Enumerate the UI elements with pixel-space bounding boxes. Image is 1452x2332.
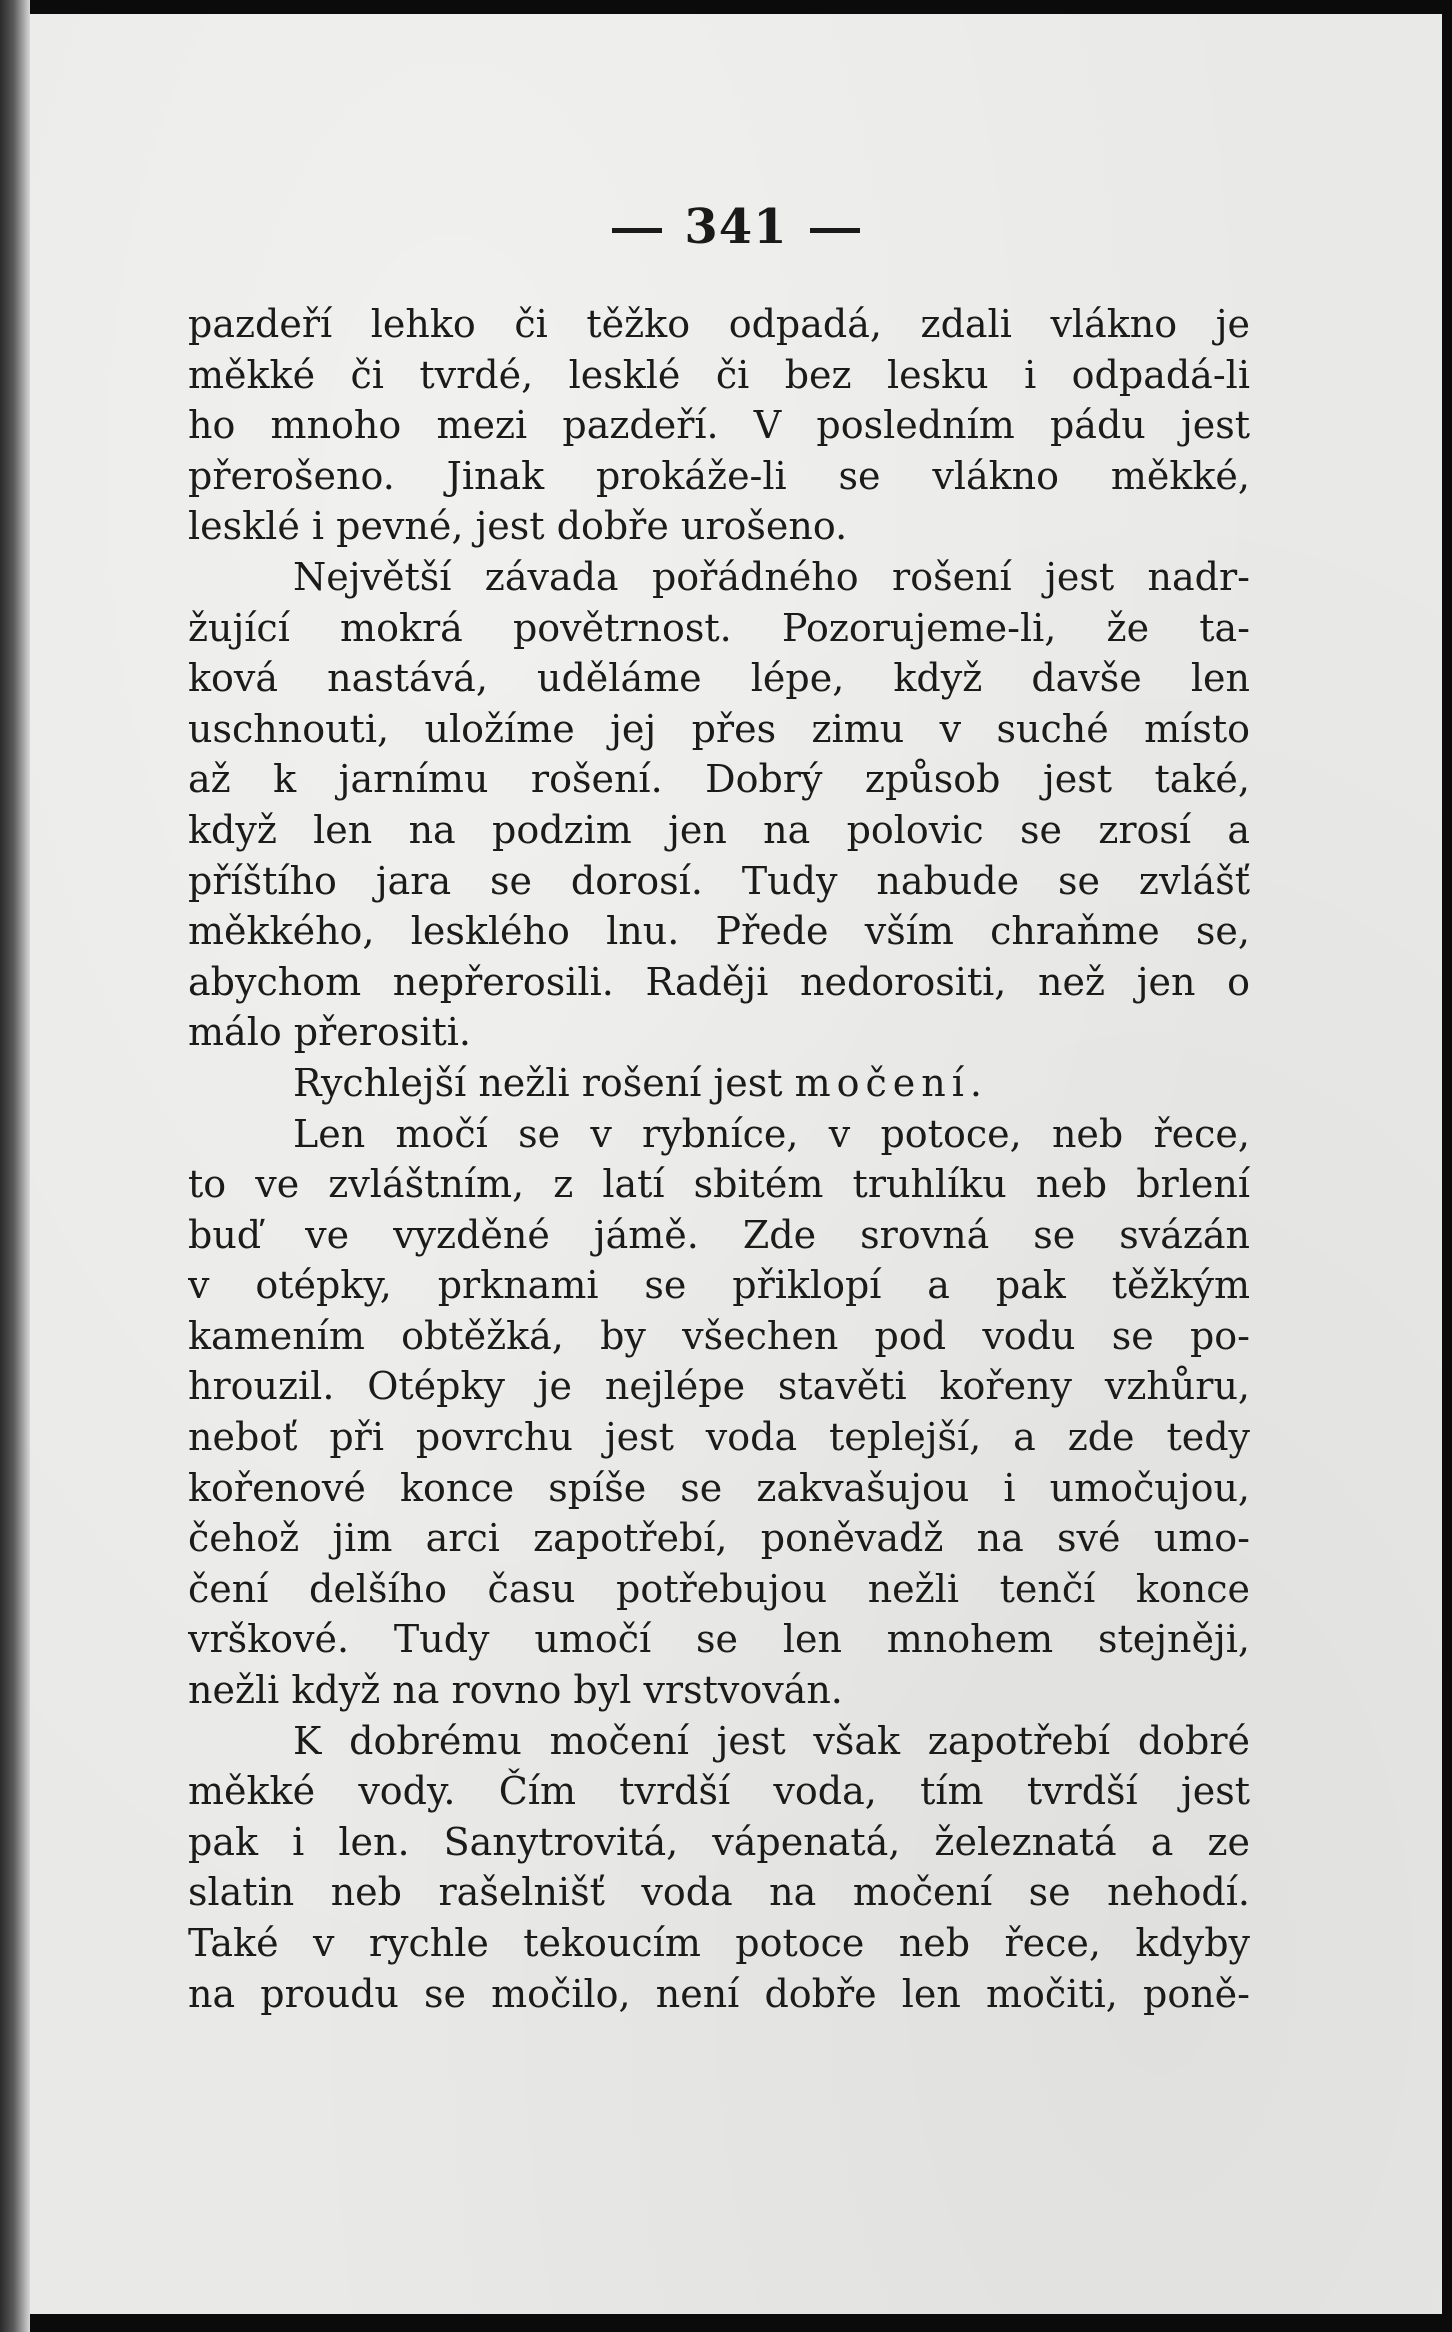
text-line-content: abychom nepřerosili. Raději nedorositi, než jen o [188,959,1250,1004]
header-dash-left [612,228,662,233]
body-text [188,299,1250,2019]
emphasized-term: močení. [794,1060,988,1105]
text-line-content: měkké či tvrdé, lesklé či bez lesku i odpadá-li [188,352,1250,397]
text-line [188,1817,1250,1868]
text-line-content: hrouzil. Otépky je nejlépe stavěti kořeny vzhůru, [188,1364,1250,1409]
text-line-content: kořenové konce spíše se zakvašujou i umočujou, [188,1465,1250,1510]
text-line [188,1513,1250,1564]
text-line-content: měkkého, lesklého lnu. Přede vším chraňme se, [188,909,1250,954]
text-line [188,957,1250,1008]
text-line-content: neboť při povrchu jest voda teplejší, a zde tedy [188,1415,1250,1460]
page-gutter-edge [0,0,30,2332]
text-line-content: přerošeno. Jinak prokáže-li se vlákno měkké, [188,453,1250,498]
text-line-content: na proudu se močilo, není dobře len močiti, poně- [188,1971,1250,2016]
text-line-content: to ve zvláštním, z latí sbitém truhlíku neb brlení [188,1162,1250,1207]
text-line [188,1260,1250,1311]
text-line-content: žující mokrá povětrnost. Pozorujeme-li, že ta- [188,605,1250,650]
text-line [188,1210,1250,1261]
text-line-content: kamením obtěžká, by všechen pod vodu se po- [188,1313,1250,1358]
page-number: 341 [684,199,788,255]
text-line [188,1716,1250,1767]
text-line-content: slatin neb rašelnišť voda na močení se nehodí. [188,1870,1250,1915]
text-line-content: měkké vody. Čím tvrdší voda, tím tvrdší jest [188,1769,1250,1814]
text-line [188,1614,1250,1665]
text-line-content: Také v rychle tekoucím potoce neb řece, kdyby [188,1921,1250,1965]
text-line [188,1109,1250,1160]
text-line [188,603,1250,654]
text-line [188,350,1250,401]
text-line-content: Len močí se v rybníce, v potoce, neb řece, [293,1111,1250,1156]
text-line-content: v otépky, prknami se přiklopí a pak těžkým [188,1263,1250,1308]
text-line [188,1564,1250,1615]
text-line [188,856,1250,907]
text-line-content: příštího jara se dorosí. Tudy nabude se zvlášť [188,858,1250,903]
text-line [188,805,1250,856]
text-line-content: čení delšího času potřebujou nežli tenčí konce [188,1566,1250,1611]
text-line [188,704,1250,755]
text-line [188,1867,1250,1918]
text-line [188,299,1250,350]
text-line [188,653,1250,704]
text-line-content: málo přerositi. [188,1010,471,1055]
text-line [188,906,1250,957]
text-line-content: když len na podzim jen na polovic se zrosí a [188,807,1250,852]
page-header [30,199,1442,255]
text-line [188,1412,1250,1463]
text-line-content: Největší závada pořádného rošení jest nadr- [293,554,1250,599]
text-line-content: čehož jim arci zapotřebí, poněvadž na své umo- [188,1516,1250,1561]
text-line [188,400,1250,451]
text-line-content: nežli když na rovno byl vrstvován. [188,1668,843,1713]
text-line-content: vrškové. Tudy umočí se len mnohem stejněji, [188,1617,1250,1662]
text-line [188,1159,1250,1210]
text-line [188,1311,1250,1362]
text-line [188,451,1250,502]
text-line [188,1665,1250,1716]
text-line [188,1766,1250,1817]
text-line-content: pazdeří lehko či těžko odpadá, zdali vlákno je [188,302,1250,346]
text-line-content: ková nastává, uděláme lépe, když davše len [188,656,1250,701]
text-line [188,1918,1250,1969]
text-line-content: Rychlejší nežli rošení jest [293,1060,795,1105]
header-dash-right [810,228,860,233]
text-line-content: pak i len. Sanytrovitá, vápenatá, železnatá a ze [188,1819,1250,1864]
text-line [188,1969,1250,2020]
text-line-content: až k jarnímu rošení. Dobrý způsob jest také, [188,757,1250,802]
text-line-content: lesklé i pevné, jest dobře urošeno. [188,504,848,549]
text-line [188,754,1250,805]
text-line-content: ho mnoho mezi pazdeří. V posledním pádu jest [188,403,1250,448]
text-line [188,1007,1250,1058]
text-line [188,1058,1250,1109]
text-line [188,552,1250,603]
book-page [30,14,1442,2314]
text-line-content: buď ve vyzděné jámě. Zde srovná se svázán [188,1212,1250,1257]
text-line [188,1361,1250,1412]
text-line-content: K dobrému močení jest však zapotřebí dobré [293,1718,1250,1763]
text-line-content: uschnouti, uložíme jej přes zimu v suché místo [188,706,1250,751]
text-line [188,501,1250,552]
text-line [188,1463,1250,1514]
